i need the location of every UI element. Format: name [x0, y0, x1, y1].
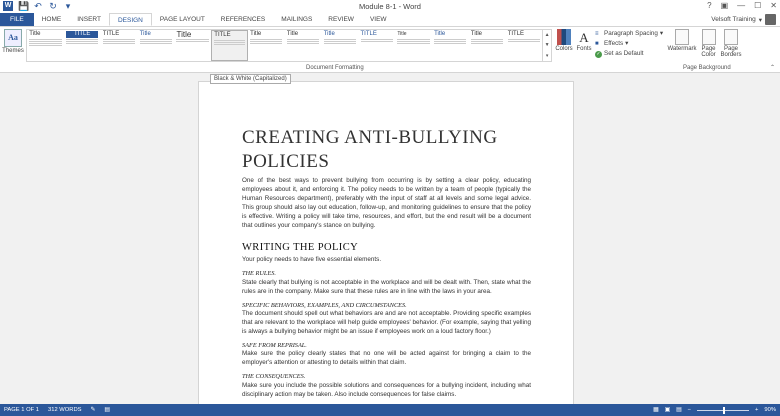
- style-thumb[interactable]: TITLE: [359, 30, 395, 61]
- zoom-slider[interactable]: [697, 410, 749, 411]
- page-color-button[interactable]: [699, 29, 718, 58]
- gallery-scroll[interactable]: [542, 30, 551, 61]
- section-body: Make sure the policy clearly states that no one will be acted against for bringing a claim to the employer's attention or attesting to details within that claim.: [242, 350, 531, 367]
- chevron-down-icon: ▾: [625, 40, 629, 47]
- section-title: THE RULES.: [242, 270, 276, 278]
- effects-icon: ■: [595, 40, 599, 47]
- page-borders-icon: [724, 29, 738, 45]
- fonts-button[interactable]: [575, 29, 593, 52]
- read-mode-icon[interactable]: ▦: [653, 407, 659, 413]
- page-content: [242, 126, 531, 400]
- document-formatting-label: Document Formatting: [306, 65, 364, 71]
- style-thumb[interactable]: Title: [469, 30, 505, 61]
- page-count[interactable]: PAGE 1 OF 1: [4, 407, 40, 413]
- chevron-down-icon[interactable]: ▼: [544, 42, 550, 49]
- section-body: The document should spell out what behaviors are and are not acceptable. Providing specific examples that are relevant to the workplace will help guide employees' behavior. (For example, saying that yelling is always a bullying behavior might be an issue if employees work on a loud factory floor.): [242, 310, 531, 335]
- themes-button[interactable]: [2, 29, 24, 54]
- section-title: SPECIFIC BEHAVIORS, EXAMPLES, AND CIRCUMSTANCES.: [242, 301, 407, 309]
- heading-writing-policy: WRITING THE POLICY: [242, 242, 359, 254]
- page-borders-label: Page Borders: [720, 46, 742, 58]
- zoom-slider-knob[interactable]: [723, 407, 725, 414]
- checkmark-icon: ✓: [596, 50, 601, 57]
- page-background-label: Page Background: [683, 65, 731, 71]
- print-layout-icon[interactable]: ▣: [664, 407, 671, 413]
- palette-icon: [557, 29, 571, 45]
- status-bar: [0, 404, 780, 416]
- more-icon[interactable]: ▾: [545, 52, 549, 59]
- maximize-icon[interactable]: ☐: [754, 1, 762, 10]
- ribbon-tabs: [0, 13, 780, 27]
- title-bar: [0, 0, 780, 13]
- watermark-icon: [675, 29, 689, 45]
- style-thumb[interactable]: Title: [432, 30, 468, 61]
- chevron-down-icon: ▾: [758, 16, 762, 24]
- proofing-icon[interactable]: ✎: [90, 407, 96, 413]
- save-icon[interactable]: 💾: [18, 1, 30, 11]
- intro-paragraph: One of the best ways to prevent bullying from occurring is by setting a clear policy, educating employees about it, and enforcing it. The policy needs to be written by a team of people (typically the Human Resources department), preferably with the input of staff at all levels and some legal advice. This group should also lay out education, follow-up, and monitoring guidelines to ensure that the policy is effective. Writing a policy will take time, resources, and effort, but the end result will be a document that outlines your company's stance on bullying.: [242, 177, 531, 229]
- word-logo-icon: W: [4, 2, 12, 9]
- style-thumb[interactable]: Title: [322, 30, 358, 61]
- avatar: [765, 14, 776, 25]
- ribbon: [0, 27, 780, 73]
- section-title: SAFE FROM REPRISAL.: [242, 341, 307, 349]
- page-color-label: Page Color: [701, 46, 716, 58]
- minimize-icon[interactable]: —: [737, 1, 746, 10]
- style-thumb[interactable]: TITLE: [506, 30, 542, 61]
- chevron-down-icon: ▾: [659, 30, 664, 37]
- style-thumb[interactable]: Title: [27, 30, 63, 61]
- collapse-ribbon-icon[interactable]: ⌃: [769, 65, 775, 71]
- macro-icon[interactable]: ▤: [104, 407, 110, 413]
- watermark-button[interactable]: [667, 29, 697, 52]
- font-icon: A: [579, 30, 589, 45]
- section-title: THE CONSEQUENCES.: [242, 373, 306, 381]
- zoom-out-icon[interactable]: −: [687, 407, 691, 413]
- style-thumb[interactable]: Title: [395, 30, 431, 61]
- tab-view[interactable]: VIEW: [369, 16, 387, 23]
- page[interactable]: [198, 81, 574, 411]
- paragraph-spacing-icon: ≡: [595, 30, 599, 37]
- user-name: Velsoft Training: [711, 16, 756, 23]
- tab-design[interactable]: DESIGN: [109, 13, 152, 26]
- tab-file[interactable]: FILE: [0, 13, 34, 26]
- zoom-level[interactable]: 90%: [764, 407, 776, 413]
- themes-label: Themes: [2, 48, 24, 54]
- zoom-in-icon[interactable]: +: [755, 407, 759, 413]
- customize-icon[interactable]: ▾: [65, 1, 71, 11]
- close-icon[interactable]: ✕: [770, 1, 777, 10]
- style-thumb[interactable]: Title: [285, 30, 321, 61]
- set-as-default-button[interactable]: ✓ Set as Default: [596, 50, 644, 57]
- web-layout-icon[interactable]: ▤: [676, 407, 682, 413]
- style-thumb[interactable]: Title: [174, 30, 210, 61]
- tab-review[interactable]: REVIEW: [328, 16, 354, 23]
- document-title: CREATING ANTI-BULLYING POLICIES: [242, 127, 498, 172]
- page-color-icon: [702, 29, 716, 45]
- watermark-label: Watermark: [667, 46, 697, 52]
- style-set-gallery: [26, 29, 552, 62]
- format-options: [595, 29, 663, 59]
- tab-home[interactable]: HOME: [41, 16, 62, 23]
- style-thumb[interactable]: Title: [248, 30, 284, 61]
- word-count[interactable]: 312 WORDS: [48, 407, 82, 413]
- section-body: State clearly that bullying is not acceptable in the workplace and will be dealt with. Then, state what the rules are in the company. Make sure that these rules are in line with the laws in your area.: [242, 278, 531, 295]
- undo-icon[interactable]: ↶: [34, 1, 42, 11]
- themes-icon: Aa: [4, 29, 22, 47]
- ribbon-display-icon[interactable]: ▣: [720, 1, 729, 10]
- tab-insert[interactable]: INSERT: [77, 16, 101, 23]
- tab-page-layout[interactable]: PAGE LAYOUT: [159, 16, 205, 23]
- redo-icon[interactable]: ↻: [49, 1, 57, 11]
- lead-paragraph: Your policy needs to have five essential elements.: [242, 256, 382, 264]
- style-thumb[interactable]: Title: [138, 30, 174, 61]
- paragraph-spacing-button[interactable]: ≡ Paragraph Spacing ▾: [595, 30, 664, 37]
- document-area: [0, 73, 780, 404]
- tab-references[interactable]: REFERENCES: [220, 16, 266, 23]
- style-thumb[interactable]: TITLE: [64, 30, 100, 61]
- style-thumb-selected[interactable]: TITLE: [211, 30, 247, 61]
- colors-label: Colors: [555, 46, 573, 52]
- style-tooltip: Black & White (Capitalized): [210, 74, 291, 84]
- style-thumb[interactable]: TITLE: [101, 30, 137, 61]
- user-account[interactable]: [711, 14, 776, 25]
- section-body: Make sure you include the possible solutions and consequences for a bullying incident, including what disciplinary action may be taken. Also include consequences for false claims.: [242, 381, 531, 398]
- fonts-label: Fonts: [576, 46, 592, 52]
- effects-button[interactable]: ■ Effects ▾: [595, 40, 629, 47]
- help-icon[interactable]: ?: [707, 1, 712, 10]
- tab-mailings[interactable]: MAILINGS: [281, 16, 313, 23]
- page-borders-button[interactable]: [720, 29, 742, 58]
- window-controls: [707, 0, 777, 12]
- chevron-up-icon[interactable]: ▲: [544, 32, 550, 39]
- window-title: Module 8-1 - Word: [359, 2, 421, 11]
- colors-button[interactable]: [555, 29, 573, 52]
